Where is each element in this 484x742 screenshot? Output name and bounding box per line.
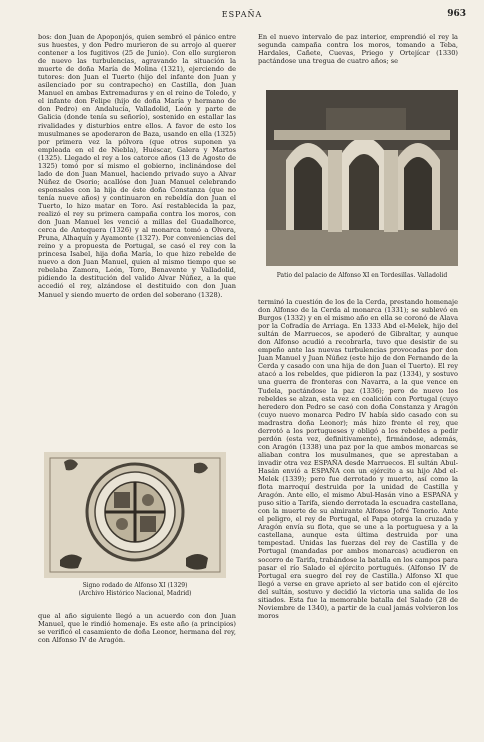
seal-caption xyxy=(40,582,230,597)
left-column-paragraph: bos: don Juan de Apoponjós, quien sembró el pánico entre sus huestes, y don Pedro murieron de su arrojo al querer contener a los fugitivos (25 de Junio). Con ello surgieron de nuevo las turbulencias, agravando la situación la muerte de doña María de Molina (1321), ejerciendo de tutores: don Juan el Tuerto (hijo del infante don Juan y asilenciado por su contrapecho) en Castilla, don Juan Manuel en ambas Extremaduras y en el reino de Toledo, y el infante don Felipe (hijo de doña María y hermano de don Pedro) en Andalucía, Valladolid, León y parte de Galicia (donde tenía su señorío), sostenido en estallar las rivalidades y disturbios entre ellos. A favor de esto los musulmanes se apoderaron de Baza, usando en ella (1325) por primera vez la pólvora (que otros suponen ya empleada en el de Niebla), Huéscar, Galera y Martos (1325). Llegado el rey a los catorce años (13 de Agosto de 1325) tomó por sí mismo el gobierno, inclinándose del lado de don Juan Manuel, haciendo privado suyo a Alvar Núñez de Osorio; acallóse don Juan Manuel celebrando esponsales con la hija de éste doña Constanza (que no tenía nueve años) y continuaron en rebeldía don Juan el Tuerto, lo hizo matar en Toro. Así restablecida la paz, realizó el rey su primera campaña contra los moros, con don Juan Manuel les venció a millas del Guadalhorce, cerca de Antequera (1326) y al monarca tomó a Olvera, Pruna, Alhaquín y Ayamonte (1327). Por conveniencias del reino y a propuesta de Portugal, se casó el rey con la princesa Isabel, hija doña María, lo que hizo rebelde de nuevo a don Juan Manuel, quien al mismo tiempo que se rebelaba Zamora, León, Toro, Benavente y Valladolid, pidiendo la destitución del valido Alvar Núñez, a la que accedió el rey, alzándose el destituido con don Juan Manuel y siendo muerto de orden del soberano (1328). xyxy=(38,33,236,299)
photo-caption: Patio del palacio de Alfonso XI en Tordesillas. Valladolid xyxy=(276,272,448,279)
seal-caption-source: (Archivo Histórico Nacional, Madrid) xyxy=(78,589,192,597)
left-column-bottom-text xyxy=(38,612,236,676)
royal-seal-figure xyxy=(44,452,226,578)
royal-seal-illustration xyxy=(44,452,226,578)
running-title: ESPAÑA xyxy=(221,10,263,19)
right-column-top-text xyxy=(258,33,458,81)
palace-courtyard-photo xyxy=(266,90,458,266)
left-column-paragraph: que al año siguiente llegó a un acuerdo con don Juan Manuel, que le rindió homenaje. Es este año (a principios) se verificó el casamiento de doña Leonor, hermana del rey, con Alfonso IV de Aragón. xyxy=(38,612,236,645)
page-number: 963 xyxy=(447,9,466,19)
right-column-paragraph: En el nuevo intervalo de paz interior, emprendió el rey la segunda campaña contra los moros, tomando a Teba, Hardales, Cañete, Cuevas, Priego y Ortejícar (1330) pactándose una tregua de cuatro años; se xyxy=(258,33,458,66)
page-header xyxy=(0,8,484,22)
left-column-top-text xyxy=(38,33,236,448)
palace-courtyard-illustration xyxy=(266,90,458,266)
seal-caption-title: Signo rodado de Alfonso XI (1329) xyxy=(82,582,188,589)
right-column-paragraph: terminó la cuestión de los de la Cerda, prestando homenaje don Alfonso de la Cerda al monarca (1331); se sublevó en Burgos (1332) y en el mismo año en ella se coronó de Alava por la Cofradía de Arriaga. En 1333 Abd el-Melek, hijo del sultán de Marruecos, se apoderó de Gibraltar, y aunque don Alfonso acudió a recobrarla, tuvo que desistir de su empeño ante las nuevas turbulencias provocadas por don Juan Manuel y Juan Núñez (este hijo de don Fernando de la Cerda y casado con una hija de don Juan el Tuerto). El rey atacó a los rebeldes, que pidieron la paz (1334), y sostuvo una guerra de fronteras con Navarra, a la que vence en Tudela, pactándose la paz (1336); pero de nuevo los rebeldes se alzan, esta vez en coalición con Portugal (cuyo heredero don Pedro se casó con doña Constanza y Aragón (cuyo nuevo monarca Pedro IV había sido casado con su madrastra doña Leonor); más hizo frente el rey, que derrotó a los portugueses y obligó a los rebeldes a pedir perdón (esta vez, definitivamente), firmándose, además, con Aragón (1338) una paz por la que ambos monarcas se aliaban contra los musulmanes, que se aprestaban a invadir otra vez ESPAÑA desde Marruecos. El sultán Abul-Hasán envió a ESPAÑA con un ejército a su hijo Abd el-Melek (1339); pero fue derrotado y muerto, así como la flota marroquí destruida por la unidad de Castilla y Aragón. Ante ello, el mismo Abul-Hasán vino a ESPAÑA y puso sitio a Tarifa, siendo derrotada la escuadra castellana, con la muerte de su almirante Alfonso Jofré Tenorio. Ante el peligro, el rey de Portugal, el Papa otorga la cruzada y Aragón envía su flota, que se une a la portuguesa y a la castellana, aunque esta última destruida por una tempestad. Unidas las fuerzas del rey de Castilla y de Portugal (mandadas por ambos monarcas) acudieron en socorro de Tarifa, trabándose la batalla en los campos para pasar el río Salado el ejército portugués. (Alfonso IV de Portugal era suegro del rey de Castilla.) Alfonso XI que llegó a verse en grave aprieto al ser batido con el ejército del sultán, sostuvo y decidió la victoria una salida de los sitiados. Esta fue la memorable batalla del Salado (28 de Noviembre de 1340), a partir de la cual jamás volvieron los moros xyxy=(258,298,458,620)
right-column-bottom-text xyxy=(258,298,458,678)
